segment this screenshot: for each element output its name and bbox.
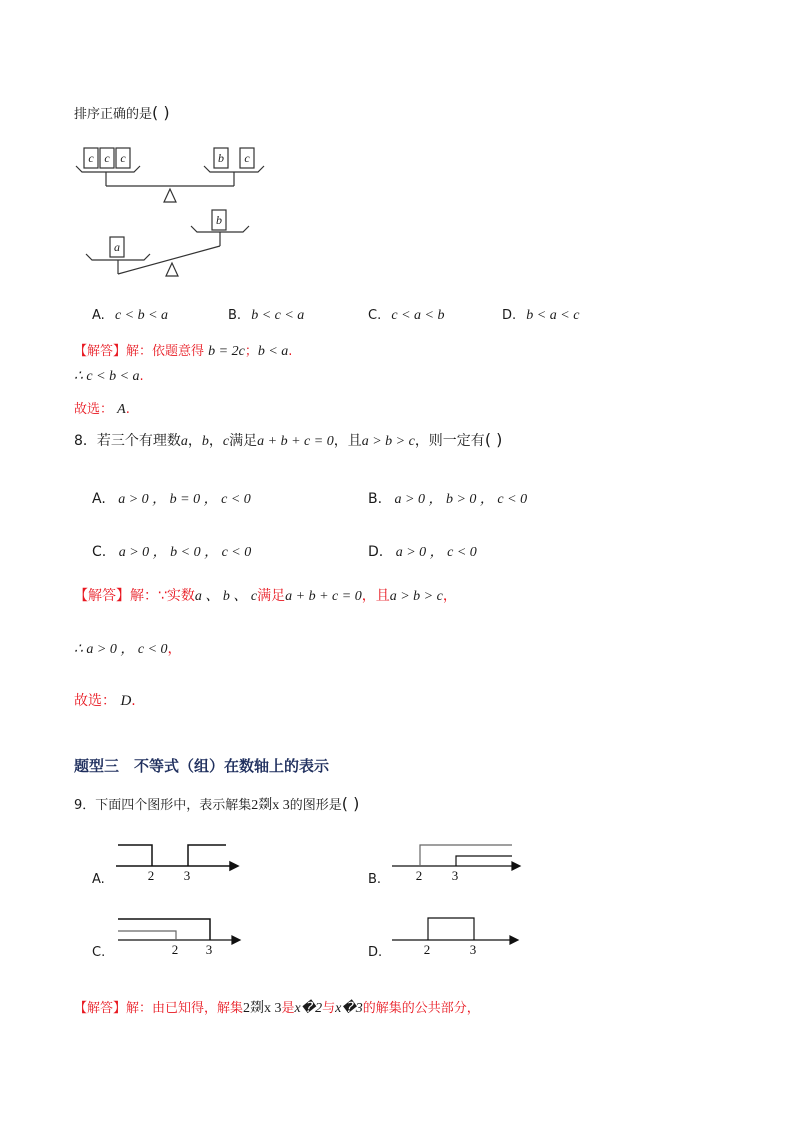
- q9-option-d-letter[interactable]: D.: [368, 945, 383, 960]
- q7-option-d[interactable]: D. b < a < c: [502, 308, 580, 323]
- scale2-box-a: a: [114, 240, 120, 254]
- q9c-tick-2: 2: [171, 942, 179, 957]
- q9-option-c-letter[interactable]: C.: [92, 945, 106, 960]
- q7-answer-line2: ∴ c < b < a.: [74, 369, 144, 384]
- q7-option-c[interactable]: C. c < a < b: [368, 308, 445, 323]
- q9b-tick-2: 2: [415, 868, 423, 883]
- q8-answer-line3: 故选： D.: [74, 693, 136, 709]
- q9-answer-line1: 【解答】解：由已知得，解集2剟x 3是x�2与x�3的解集的公共部分，: [74, 1001, 480, 1016]
- q9-option-b-letter[interactable]: B.: [368, 872, 382, 887]
- q7-option-a[interactable]: A. c < b < a: [92, 308, 169, 323]
- scale1-box-c2: c: [104, 151, 110, 165]
- q9a-tick-3: 3: [183, 868, 191, 883]
- q8-option-b[interactable]: B. a > 0 ， b > 0 ， c < 0: [368, 491, 528, 507]
- q7-answer-line1: 【解答】解：依题意得 b = 2c；b < a.: [74, 344, 293, 359]
- q8-answer-line1: 【解答】解：∵实数a 、 b 、 c满足a + b + c = 0，且a > b > c，: [74, 588, 457, 604]
- q8-answer-line2: ∴ a > 0 ， c < 0，: [74, 641, 182, 657]
- scale1-box-c4: c: [244, 151, 250, 165]
- q7-stem-tail: 排序正确的是( ): [74, 103, 170, 122]
- q9-stem: 9．下面四个图形中，表示解集2剟x 3的图形是( ): [74, 794, 360, 813]
- q8-option-a[interactable]: A. a > 0 ， b = 0 ， c < 0: [92, 491, 251, 507]
- q9c-tick-3: 3: [205, 942, 213, 957]
- q8-option-d[interactable]: D. a > 0 ， c < 0: [368, 544, 477, 560]
- scale1-box-c1: c: [88, 151, 94, 165]
- scale1-box-c3: c: [120, 151, 126, 165]
- q7-answer-line3: 故选： A.: [74, 402, 130, 417]
- q9a-tick-2: 2: [147, 868, 155, 883]
- q8-stem: 8．若三个有理数a，b，c满足a + b + c = 0，且a > b > c，则一定有( ): [74, 430, 503, 449]
- q9d-tick-2: 2: [423, 942, 431, 957]
- q9b-tick-3: 3: [451, 868, 459, 883]
- section-heading: 题型三 不等式（组）在数轴上的表示: [74, 757, 330, 775]
- scale1-box-b: b: [218, 151, 224, 165]
- q9d-tick-3: 3: [469, 942, 477, 957]
- q9-option-a-letter[interactable]: A.: [92, 872, 105, 887]
- scale2-box-b: b: [216, 213, 222, 227]
- q7-option-b[interactable]: B. b < c < a: [228, 308, 305, 323]
- q8-option-c[interactable]: C. a > 0 ， b < 0 ， c < 0: [92, 544, 252, 560]
